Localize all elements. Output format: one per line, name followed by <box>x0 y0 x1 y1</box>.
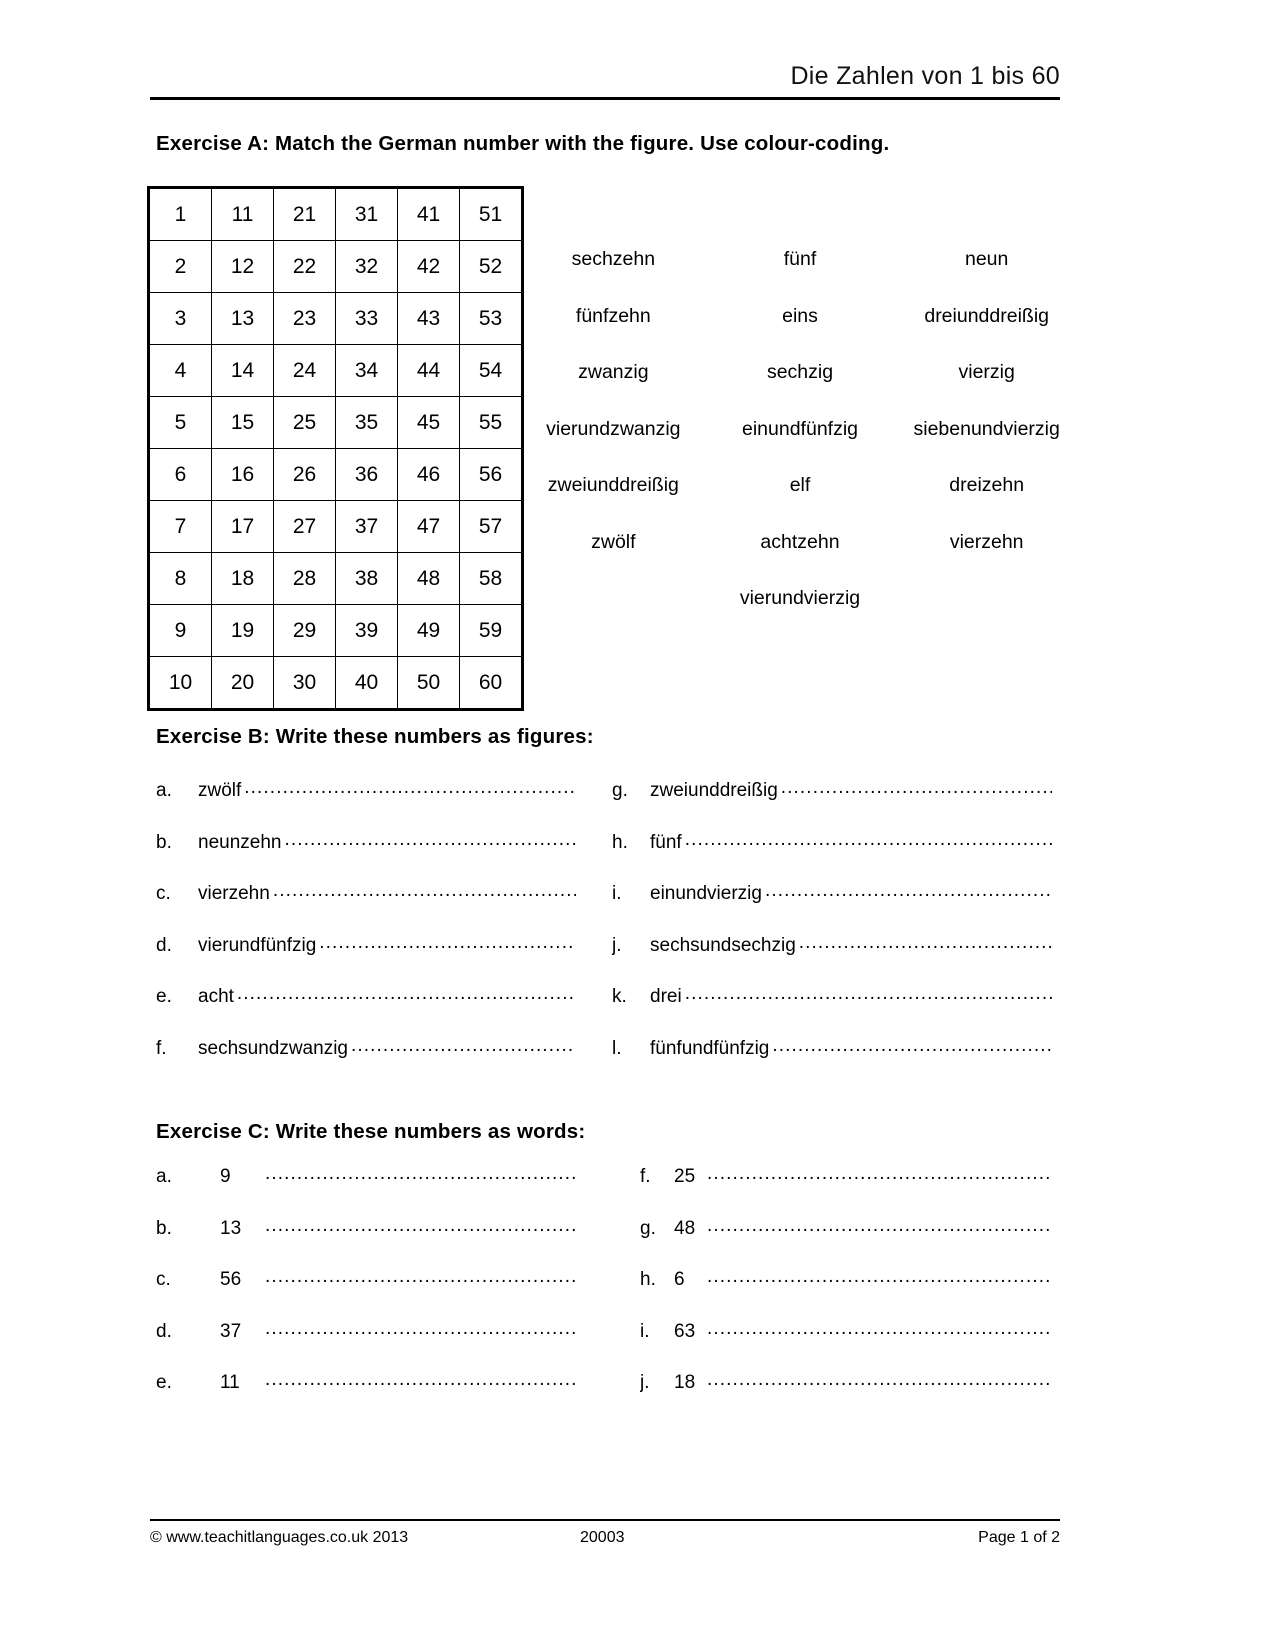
word-bank-row <box>520 248 1080 305</box>
answer-row <box>156 983 576 1035</box>
number-grid-row <box>149 397 523 449</box>
number-grid-row <box>149 293 523 345</box>
word-bank-item[interactable]: zwölf <box>591 530 636 553</box>
number-grid-cell[interactable]: 36 <box>336 449 398 501</box>
answer-row-prompt: einundvierzig <box>650 883 762 904</box>
answer-row-prompt: sechsundsechzig <box>650 934 796 956</box>
number-grid-cell[interactable]: 2 <box>149 241 212 293</box>
answer-blank-line[interactable] <box>265 1266 576 1285</box>
word-bank-row <box>520 305 1080 362</box>
answer-row <box>156 932 576 984</box>
answer-row-prompt: vierzehn <box>198 883 270 904</box>
answer-blank-line[interactable] <box>707 1369 1052 1388</box>
answer-row-prompt: 6 <box>674 1269 685 1290</box>
page-title: Die Zahlen von 1 bis 60 <box>790 62 1060 90</box>
number-grid-cell[interactable]: 59 <box>460 605 523 657</box>
number-grid-cell[interactable]: 14 <box>212 345 274 397</box>
exercise-c-heading: Exercise C: Write these numbers as words: <box>156 1120 586 1143</box>
german-word-bank <box>520 248 1080 644</box>
footer-copyright: © www.teachitlanguages.co.uk 2013 <box>150 1529 409 1546</box>
number-grid-cell[interactable]: 31 <box>336 188 398 241</box>
word-bank-row <box>520 474 1080 531</box>
word-bank-item[interactable]: sechzig <box>766 361 834 383</box>
page-footer <box>150 1519 1060 1547</box>
word-bank-item[interactable]: fünfzehn <box>575 304 651 327</box>
answer-row-label: j. <box>612 934 622 956</box>
word-bank-item[interactable]: neun <box>964 248 1009 270</box>
answer-row <box>640 1369 1052 1421</box>
answer-blank-line[interactable] <box>265 1369 576 1388</box>
answer-row-prompt: drei <box>650 986 682 1007</box>
answer-blank-line[interactable] <box>685 829 1052 848</box>
number-grid-cell[interactable]: 33 <box>336 293 398 345</box>
number-grid-row <box>149 241 523 293</box>
number-grid-row <box>149 553 523 605</box>
answer-blank-line[interactable] <box>707 1215 1052 1234</box>
number-grid-cell[interactable]: 37 <box>336 501 398 553</box>
answer-row-prompt: vierundfünfzig <box>198 934 317 956</box>
answer-row <box>640 1215 1052 1267</box>
answer-row-prompt: fünf <box>650 831 682 853</box>
number-grid-cell[interactable]: 32 <box>336 241 398 293</box>
number-grid-cell[interactable]: 47 <box>398 501 460 553</box>
answer-row-prompt: 56 <box>220 1269 242 1290</box>
number-grid-cell[interactable]: 55 <box>460 397 523 449</box>
answer-row <box>612 1035 1052 1087</box>
number-grid-cell[interactable]: 54 <box>460 345 523 397</box>
answer-row-prompt: 11 <box>220 1372 240 1393</box>
answer-row <box>640 1163 1052 1215</box>
answer-row <box>156 1163 576 1215</box>
answer-row-label: d. <box>156 1320 172 1342</box>
answer-row <box>612 777 1052 829</box>
answer-row <box>156 1318 576 1370</box>
word-bank-row <box>520 587 1080 644</box>
answer-blank-line[interactable] <box>707 1318 1052 1337</box>
number-grid-cell[interactable]: 39 <box>336 605 398 657</box>
number-grid-cell[interactable]: 7 <box>149 501 212 553</box>
number-grid-cell[interactable]: 17 <box>212 501 274 553</box>
word-bank-item[interactable]: vierundvierzig <box>739 587 861 609</box>
answer-row-prompt: 37 <box>220 1320 242 1342</box>
number-grid <box>147 186 524 711</box>
number-grid-cell[interactable]: 22 <box>274 241 336 293</box>
word-bank-item[interactable]: elf <box>789 474 811 496</box>
number-grid-cell[interactable]: 24 <box>274 345 336 397</box>
number-grid-cell[interactable]: 13 <box>212 293 274 345</box>
number-grid-cell[interactable]: 26 <box>274 449 336 501</box>
number-grid-cell[interactable]: 60 <box>460 657 523 710</box>
number-grid-cell[interactable]: 23 <box>274 293 336 345</box>
number-grid-row <box>149 657 523 710</box>
number-grid-cell[interactable]: 29 <box>274 605 336 657</box>
answer-row-label: b. <box>156 1217 172 1239</box>
answer-row-label: c. <box>156 883 171 904</box>
answer-row-label: b. <box>156 831 172 853</box>
word-bank-item[interactable]: siebenundvierzig <box>913 417 1060 440</box>
number-grid-container <box>147 186 524 711</box>
word-bank-item[interactable]: fünf <box>783 248 817 270</box>
number-grid-cell[interactable]: 10 <box>149 657 212 710</box>
answer-row <box>612 829 1052 881</box>
answer-row <box>612 983 1052 1035</box>
word-bank-row <box>520 418 1080 475</box>
number-grid-cell[interactable]: 20 <box>212 657 274 710</box>
answer-row-prompt: neunzehn <box>198 831 282 853</box>
number-grid-cell[interactable]: 19 <box>212 605 274 657</box>
word-bank-item[interactable]: dreiunddreißig <box>924 304 1049 327</box>
answer-row-prompt: 13 <box>220 1217 242 1239</box>
number-grid-cell[interactable]: 50 <box>398 657 460 710</box>
answer-blank-line[interactable] <box>707 1163 1052 1182</box>
answer-row-label: f. <box>156 1037 167 1059</box>
answer-row-label: a. <box>156 780 172 801</box>
number-grid-cell[interactable]: 21 <box>274 188 336 241</box>
answer-row-label: h. <box>612 831 628 853</box>
answer-blank-line[interactable] <box>772 1035 1052 1054</box>
number-grid-cell[interactable]: 34 <box>336 345 398 397</box>
number-grid-cell[interactable]: 57 <box>460 501 523 553</box>
answer-blank-line[interactable] <box>799 932 1052 951</box>
number-grid-row <box>149 345 523 397</box>
word-bank-item[interactable]: einundfünfzig <box>742 417 859 440</box>
word-bank-item[interactable]: vierundzwanzig <box>546 417 681 440</box>
number-grid-cell[interactable]: 46 <box>398 449 460 501</box>
number-grid-cell[interactable]: 48 <box>398 553 460 605</box>
answer-blank-line[interactable] <box>273 880 576 899</box>
number-grid-row <box>149 188 523 241</box>
exercise-b-heading: Exercise B: Write these numbers as figures: <box>156 725 594 748</box>
answer-blank-line[interactable] <box>707 1266 1052 1285</box>
answer-row-prompt: 63 <box>674 1320 696 1342</box>
word-bank-row <box>520 361 1080 418</box>
word-bank-row <box>520 531 1080 588</box>
answer-blank-line[interactable] <box>284 829 576 848</box>
number-grid-cell[interactable]: 3 <box>149 293 212 345</box>
answer-row-label: h. <box>640 1269 656 1290</box>
exercise-a-heading: Exercise A: Match the German number with the figure. Use colour-coding. <box>156 132 890 155</box>
answer-row-label: i. <box>640 1320 650 1342</box>
answer-row-prompt: zwölf <box>198 780 242 801</box>
answer-row <box>156 1266 576 1318</box>
word-bank-item[interactable]: dreizehn <box>949 474 1025 496</box>
number-grid-row <box>149 501 523 553</box>
footer-page-number: Page 1 of 2 <box>978 1529 1060 1546</box>
number-grid-cell[interactable]: 56 <box>460 449 523 501</box>
number-grid-cell[interactable]: 4 <box>149 345 212 397</box>
answer-blank-line[interactable] <box>685 983 1052 1002</box>
number-grid-cell[interactable]: 1 <box>149 188 212 241</box>
answer-blank-line[interactable] <box>237 983 576 1002</box>
number-grid-cell[interactable]: 58 <box>460 553 523 605</box>
number-grid-cell[interactable]: 25 <box>274 397 336 449</box>
header-divider <box>150 97 1060 100</box>
answer-row-label: a. <box>156 1166 172 1187</box>
number-grid-row <box>149 605 523 657</box>
answer-row-label: g. <box>640 1217 656 1239</box>
word-bank-item[interactable]: sechzehn <box>571 248 656 270</box>
word-bank-item[interactable]: vierzehn <box>949 530 1024 553</box>
number-grid-row <box>149 449 523 501</box>
number-grid-cell[interactable]: 49 <box>398 605 460 657</box>
answer-blank-line[interactable] <box>765 880 1052 899</box>
word-bank-item[interactable]: eins <box>782 304 818 327</box>
exercise-c-right-column <box>640 1163 1052 1421</box>
number-grid-cell[interactable]: 27 <box>274 501 336 553</box>
number-grid-cell[interactable]: 28 <box>274 553 336 605</box>
number-grid-cell[interactable]: 38 <box>336 553 398 605</box>
word-bank-item[interactable]: zweiunddreißig <box>547 474 679 496</box>
exercise-b-right-column <box>612 777 1052 1086</box>
word-bank-item[interactable]: zwanzig <box>578 361 649 383</box>
exercise-c-left-column <box>156 1163 576 1421</box>
answer-row-prompt: fünfundfünfzig <box>650 1037 770 1059</box>
exercise-b-left-column <box>156 777 576 1086</box>
answer-row-label: j. <box>640 1372 650 1393</box>
answer-row-label: e. <box>156 1372 172 1393</box>
answer-blank-line[interactable] <box>319 932 576 951</box>
answer-row <box>156 829 576 881</box>
answer-row <box>612 932 1052 984</box>
number-grid-cell[interactable]: 43 <box>398 293 460 345</box>
answer-row-label: c. <box>156 1269 171 1290</box>
number-grid-cell[interactable]: 30 <box>274 657 336 710</box>
number-grid-cell[interactable]: 15 <box>212 397 274 449</box>
answer-row <box>156 1215 576 1267</box>
answer-row-prompt: 18 <box>674 1372 696 1393</box>
answer-row-label: l. <box>612 1037 622 1059</box>
number-grid-cell[interactable]: 41 <box>398 188 460 241</box>
answer-row-prompt: sechsundzwanzig <box>198 1037 348 1059</box>
answer-row-prompt: 48 <box>674 1217 696 1239</box>
answer-row <box>640 1266 1052 1318</box>
number-grid-cell[interactable]: 18 <box>212 553 274 605</box>
number-grid-cell[interactable]: 53 <box>460 293 523 345</box>
answer-row-label: d. <box>156 934 172 956</box>
word-bank-item[interactable]: vierzig <box>958 361 1015 383</box>
answer-blank-line[interactable] <box>351 1035 576 1054</box>
number-grid-cell[interactable]: 44 <box>398 345 460 397</box>
number-grid-cell[interactable]: 52 <box>460 241 523 293</box>
answer-row-label: e. <box>156 986 172 1007</box>
answer-row <box>612 880 1052 932</box>
answer-row <box>156 1369 576 1421</box>
number-grid-cell[interactable]: 45 <box>398 397 460 449</box>
number-grid-cell[interactable]: 40 <box>336 657 398 710</box>
answer-blank-line[interactable] <box>265 1215 576 1234</box>
answer-blank-line[interactable] <box>781 777 1052 796</box>
answer-row <box>156 1035 576 1087</box>
number-grid-cell[interactable]: 16 <box>212 449 274 501</box>
number-grid-cell[interactable]: 6 <box>149 449 212 501</box>
number-grid-cell[interactable]: 5 <box>149 397 212 449</box>
number-grid-cell[interactable]: 35 <box>336 397 398 449</box>
number-grid-cell[interactable]: 51 <box>460 188 523 241</box>
number-grid-cell[interactable]: 9 <box>149 605 212 657</box>
answer-row-label: g. <box>612 780 628 801</box>
answer-row-label: f. <box>640 1166 651 1187</box>
footer-document-id: 20003 <box>580 1529 625 1546</box>
answer-blank-line[interactable] <box>265 1318 576 1337</box>
number-grid-cell[interactable]: 11 <box>212 188 274 241</box>
answer-row <box>156 777 576 829</box>
answer-row-label: i. <box>612 883 622 904</box>
number-grid-cell[interactable]: 8 <box>149 553 212 605</box>
answer-row-prompt: zweiunddreißig <box>650 780 778 801</box>
answer-row-prompt: 25 <box>674 1166 696 1187</box>
word-bank-item[interactable]: achtzehn <box>760 530 840 553</box>
page-header <box>150 62 1060 100</box>
answer-row-prompt: acht <box>198 986 234 1007</box>
answer-blank-line[interactable] <box>265 1163 576 1182</box>
number-grid-cell[interactable]: 42 <box>398 241 460 293</box>
answer-row <box>156 880 576 932</box>
answer-row <box>640 1318 1052 1370</box>
answer-blank-line[interactable] <box>244 777 576 796</box>
answer-row-label: k. <box>612 986 627 1007</box>
answer-row-prompt: 9 <box>220 1166 231 1187</box>
number-grid-cell[interactable]: 12 <box>212 241 274 293</box>
